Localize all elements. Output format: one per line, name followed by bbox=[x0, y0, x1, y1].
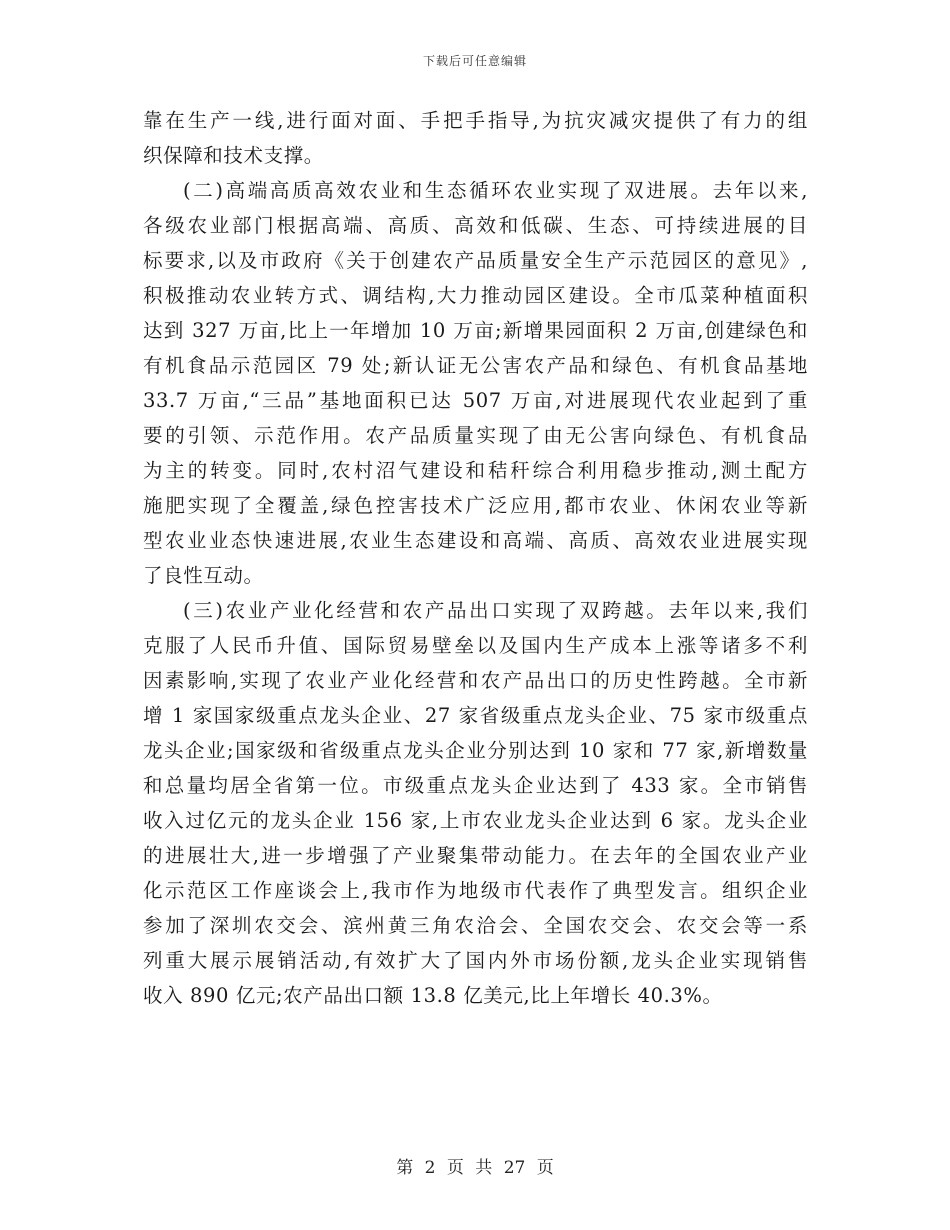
text-line: 织保障和技术支撑。 bbox=[143, 144, 324, 167]
text-line: 标要求,以及市政府《关于创建农产品质量安全生产示范园区的意见》, bbox=[143, 249, 808, 272]
text-line: (三)农业产业化经营和农产品出口实现了双跨越。去年以来,我们 bbox=[183, 599, 808, 622]
paragraph-continuation bbox=[143, 103, 808, 173]
text-line: 克服了人民币升值、国际贸易壁垒以及国内生产成本上涨等诸多不利 bbox=[143, 634, 808, 657]
text-line: 了良性互动。 bbox=[143, 564, 264, 587]
paragraph-section-3 bbox=[143, 593, 808, 1013]
text-line: 龙头企业;国家级和省级重点龙头企业分别达到 10 家和 77 家,新增数量 bbox=[143, 739, 808, 762]
text-line: 收入 890 亿元;农产品出口额 13.8 亿美元,比上年增长 40.3%。 bbox=[143, 984, 723, 1007]
paragraph-section-2 bbox=[143, 173, 808, 593]
text-line: 型农业业态快速进展,农业生态建设和高端、高质、高效农业进展实现 bbox=[143, 529, 808, 552]
document-body bbox=[143, 103, 808, 1013]
text-line: 增 1 家国家级重点龙头企业、27 家省级重点龙头企业、75 家市级重点 bbox=[143, 704, 808, 727]
text-line: 收入过亿元的龙头企业 156 家,上市农业龙头企业达到 6 家。龙头企业 bbox=[143, 809, 808, 832]
page-header: 下载后可任意编辑 bbox=[422, 54, 527, 68]
text-line: 和总量均居全省第一位。市级重点龙头企业达到了 433 家。全市销售 bbox=[143, 774, 808, 797]
text-line: 因素影响,实现了农业产业化经营和农产品出口的历史性跨越。全市新 bbox=[143, 669, 808, 692]
text-line: 靠在生产一线,进行面对面、手把手指导,为抗灾减灾提供了有力的组 bbox=[143, 109, 808, 132]
text-line: (二)高端高质高效农业和生态循环农业实现了双进展。去年以来, bbox=[183, 179, 808, 202]
page-number-footer: 第 2 页 共 27 页 bbox=[396, 1158, 554, 1178]
text-line: 各级农业部门根据高端、高质、高效和低碳、生态、可持续进展的目 bbox=[143, 214, 808, 237]
text-line: 有机食品示范园区 79 处;新认证无公害农产品和绿色、有机食品基地 bbox=[143, 354, 808, 377]
text-line: 要的引领、示范作用。农产品质量实现了由无公害向绿色、有机食品 bbox=[143, 424, 808, 447]
text-line: 化示范区工作座谈会上,我市作为地级市代表作了典型发言。组织企业 bbox=[143, 879, 808, 902]
text-line: 参加了深圳农交会、滨州黄三角农洽会、全国农交会、农交会等一系 bbox=[143, 914, 808, 937]
text-line: 33.7 万亩,“三品”基地面积已达 507 万亩,对进展现代农业起到了重 bbox=[143, 389, 808, 412]
text-line: 达到 327 万亩,比上一年增加 10 万亩;新增果园面积 2 万亩,创建绿色和 bbox=[143, 319, 808, 342]
text-line: 为主的转变。同时,农村沼气建设和秸秆综合利用稳步推动,测土配方 bbox=[143, 459, 808, 482]
text-line: 列重大展示展销活动,有效扩大了国内外市场份额,龙头企业实现销售 bbox=[143, 949, 808, 972]
text-line: 积极推动农业转方式、调结构,大力推动园区建设。全市瓜菜种植面积 bbox=[143, 284, 808, 307]
text-line: 的进展壮大,进一步增强了产业聚集带动能力。在去年的全国农业产业 bbox=[143, 844, 808, 867]
text-line: 施肥实现了全覆盖,绿色控害技术广泛应用,都市农业、休闲农业等新 bbox=[143, 494, 808, 517]
